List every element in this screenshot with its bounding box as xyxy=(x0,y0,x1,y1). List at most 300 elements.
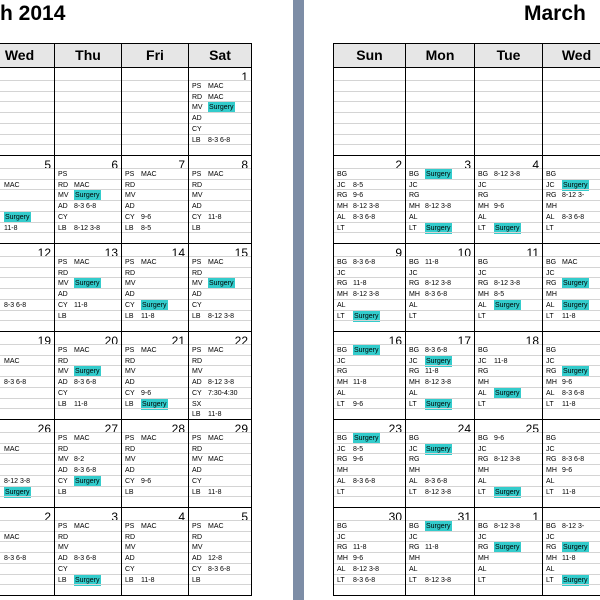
staff-code: BG xyxy=(337,171,348,178)
day-cell[interactable] xyxy=(0,508,55,595)
staff-code: AL xyxy=(478,389,487,397)
staff-code: MV xyxy=(58,192,69,200)
staff-code: MV xyxy=(125,544,136,552)
shift-text: 8-5 xyxy=(494,291,505,299)
day-cell[interactable] xyxy=(543,508,600,595)
schedule-line xyxy=(55,310,121,321)
staff-code: LT xyxy=(409,488,417,496)
schedule-line xyxy=(189,486,251,497)
schedule-line xyxy=(0,496,54,507)
schedule-line xyxy=(122,365,188,376)
staff-code: BG xyxy=(546,347,557,354)
staff-code: MH xyxy=(478,555,489,563)
shift-text: 11-8 xyxy=(425,368,439,376)
staff-code: BG xyxy=(409,523,420,530)
schedule-line xyxy=(189,344,251,355)
schedule-line xyxy=(55,365,121,376)
day-cell[interactable] xyxy=(475,420,543,507)
staff-code: AD xyxy=(125,291,135,299)
schedule-line xyxy=(406,101,474,112)
schedule-line xyxy=(334,531,405,542)
schedule-line xyxy=(475,496,542,507)
day-cell[interactable] xyxy=(475,508,543,595)
weekday-header: Tue xyxy=(475,44,543,67)
surgery-highlight: Surgery xyxy=(142,301,167,309)
staff-code: LB xyxy=(125,576,134,584)
schedule-line xyxy=(475,475,542,486)
staff-code: MV xyxy=(58,456,69,464)
day-cell[interactable] xyxy=(334,68,406,155)
page-gutter xyxy=(293,0,304,600)
staff-code: AD xyxy=(192,555,202,563)
day-number: 26 xyxy=(37,422,51,436)
shift-text: 8-12 3-8 xyxy=(208,312,235,320)
shift-text: MAC xyxy=(208,435,224,442)
schedule-line xyxy=(55,531,121,542)
staff-code: MV xyxy=(192,456,203,464)
weekday-header: Sun xyxy=(334,44,406,67)
schedule-line xyxy=(475,277,542,288)
schedule-line xyxy=(0,365,54,376)
schedule-line xyxy=(334,299,405,310)
staff-code: PS xyxy=(125,435,135,442)
day-cell[interactable] xyxy=(55,156,122,243)
staff-code: MV xyxy=(192,192,203,200)
day-cell[interactable] xyxy=(543,332,600,419)
day-cell[interactable] xyxy=(55,420,122,507)
day-cell[interactable] xyxy=(122,244,189,331)
staff-code: CY xyxy=(192,213,202,221)
schedule-line xyxy=(406,443,474,454)
day-cell[interactable] xyxy=(543,68,600,155)
staff-code: AD xyxy=(58,203,68,211)
schedule-line xyxy=(334,398,405,409)
day-cell[interactable] xyxy=(543,420,600,507)
schedule-line xyxy=(0,453,54,464)
schedule-line xyxy=(0,443,54,454)
schedule-line xyxy=(406,486,474,497)
shift-text: 9-6 xyxy=(141,389,152,397)
shift-text: 11-8 xyxy=(74,400,88,408)
schedule-line xyxy=(475,200,542,211)
day-number: 13 xyxy=(104,246,118,260)
schedule-line xyxy=(543,134,600,145)
day-cell[interactable] xyxy=(406,156,475,243)
day-cell[interactable] xyxy=(475,68,543,155)
staff-code: MH xyxy=(546,379,557,387)
staff-code: MH xyxy=(409,291,420,299)
schedule-line xyxy=(406,91,474,102)
shift-text: MAC xyxy=(4,357,20,365)
schedule-line xyxy=(334,211,405,222)
schedule-line xyxy=(406,387,474,398)
schedule-line xyxy=(55,232,121,243)
day-cell[interactable] xyxy=(543,156,600,243)
staff-code: RG xyxy=(546,456,557,464)
schedule-line xyxy=(55,387,121,398)
shift-text: 8-3 6-8 xyxy=(425,291,448,299)
staff-code: LT xyxy=(478,224,486,232)
staff-code: MV xyxy=(192,104,203,112)
day-number: 23 xyxy=(388,422,402,436)
schedule-line xyxy=(189,453,251,464)
day-cell[interactable] xyxy=(189,508,252,595)
schedule-line xyxy=(55,144,121,155)
schedule-line xyxy=(122,344,188,355)
shift-text: 9-6 xyxy=(494,203,505,211)
day-cell[interactable] xyxy=(189,244,252,331)
staff-code: LB xyxy=(125,400,134,408)
shift-text: 8-3 6-8 xyxy=(4,555,27,563)
staff-code: AL xyxy=(546,301,555,309)
day-number: 15 xyxy=(234,246,248,260)
day-number: 12 xyxy=(37,246,51,260)
schedule-line xyxy=(0,232,54,243)
staff-code: CY xyxy=(58,301,68,309)
staff-code: PS xyxy=(192,259,202,266)
schedule-line xyxy=(334,584,405,595)
schedule-line xyxy=(334,464,405,475)
schedule-line xyxy=(543,584,600,595)
schedule-line xyxy=(475,320,542,331)
day-number: 9 xyxy=(395,246,402,260)
schedule-line xyxy=(189,277,251,288)
schedule-line xyxy=(55,320,121,331)
schedule-line xyxy=(406,541,474,552)
day-cell[interactable] xyxy=(0,420,55,507)
shift-text: 8-12 3-8 xyxy=(494,523,521,530)
schedule-line xyxy=(122,267,188,278)
shift-text: 9-6 xyxy=(353,456,364,464)
staff-code: PS xyxy=(58,435,68,442)
day-cell[interactable] xyxy=(55,508,122,595)
staff-code: CY xyxy=(125,565,135,573)
day-cell[interactable] xyxy=(122,332,189,419)
surgery-highlight: Surgery xyxy=(495,301,520,309)
schedule-line xyxy=(406,432,474,443)
staff-code: CY xyxy=(192,301,202,309)
schedule-line xyxy=(189,211,251,222)
day-number: 25 xyxy=(525,422,539,436)
day-cell[interactable] xyxy=(189,332,252,419)
schedule-line xyxy=(543,168,600,179)
staff-code: RG xyxy=(337,368,348,376)
schedule-line xyxy=(475,387,542,398)
day-cell[interactable] xyxy=(406,244,475,331)
staff-code: PS xyxy=(192,435,202,442)
day-cell[interactable] xyxy=(334,244,406,331)
shift-text: MAC xyxy=(74,435,90,442)
schedule-line xyxy=(122,496,188,507)
schedule-line xyxy=(543,189,600,200)
day-cell[interactable] xyxy=(55,332,122,419)
schedule-line xyxy=(475,574,542,585)
schedule-line xyxy=(55,355,121,366)
staff-code: MH xyxy=(337,555,348,563)
schedule-line xyxy=(543,267,600,278)
staff-code: JC xyxy=(478,445,487,453)
day-number: 11 xyxy=(526,246,539,260)
schedule-line xyxy=(189,91,251,102)
day-number: 18 xyxy=(525,334,539,348)
shift-text: 8-12 3-8 xyxy=(494,280,521,288)
schedule-line xyxy=(189,574,251,585)
staff-code: RG xyxy=(409,456,420,464)
schedule-line xyxy=(55,112,121,123)
shift-text: 11-8 xyxy=(562,488,576,496)
staff-code: BG xyxy=(409,435,420,442)
schedule-line xyxy=(475,267,542,278)
schedule-line xyxy=(543,277,600,288)
staff-code: AL xyxy=(337,301,346,309)
day-cell[interactable] xyxy=(406,68,475,155)
day-cell[interactable] xyxy=(334,332,406,419)
staff-code: LT xyxy=(478,312,486,320)
surgery-highlight: Surgery xyxy=(563,368,588,376)
shift-text: 8-3 6-8 xyxy=(562,389,585,397)
schedule-line xyxy=(543,443,600,454)
staff-code: PS xyxy=(192,523,202,530)
schedule-line xyxy=(122,144,188,155)
staff-code: PS xyxy=(125,259,135,266)
staff-code: JC xyxy=(546,445,555,453)
staff-code: LB xyxy=(192,136,201,144)
schedule-line xyxy=(543,365,600,376)
day-cell[interactable] xyxy=(55,68,122,155)
schedule-line xyxy=(189,584,251,595)
day-cell[interactable] xyxy=(406,508,475,595)
schedule-line xyxy=(0,552,54,563)
staff-code: RG xyxy=(409,280,420,288)
day-cell[interactable] xyxy=(475,332,543,419)
staff-code: RD xyxy=(125,181,136,189)
staff-code: MV xyxy=(125,192,136,200)
day-number: 29 xyxy=(234,422,248,436)
day-cell[interactable] xyxy=(0,244,55,331)
shift-text: 8-3 6-8 xyxy=(425,477,448,485)
surgery-highlight: Surgery xyxy=(563,544,588,552)
day-cell[interactable] xyxy=(475,156,543,243)
schedule-line xyxy=(334,123,405,134)
surgery-highlight: Surgery xyxy=(563,280,588,288)
schedule-line xyxy=(334,288,405,299)
schedule-line xyxy=(0,320,54,331)
schedule-line xyxy=(55,91,121,102)
schedule-line xyxy=(543,464,600,475)
schedule-line xyxy=(543,320,600,331)
schedule-line xyxy=(406,134,474,145)
staff-code: RG xyxy=(546,280,557,288)
shift-text: 9-6 xyxy=(494,435,505,442)
staff-code: LT xyxy=(546,400,554,408)
staff-code: MH xyxy=(478,203,489,211)
schedule-line xyxy=(543,211,600,222)
schedule-line xyxy=(543,563,600,574)
day-cell[interactable] xyxy=(543,244,600,331)
staff-code: LT xyxy=(478,576,486,584)
shift-text: 11-8 xyxy=(208,411,222,419)
staff-code: MV xyxy=(192,368,203,376)
schedule-line xyxy=(189,387,251,398)
schedule-line xyxy=(189,200,251,211)
schedule-line xyxy=(55,277,121,288)
schedule-line xyxy=(0,179,54,190)
schedule-line xyxy=(406,200,474,211)
shift-text: 11-8 xyxy=(494,357,508,365)
staff-code: RD xyxy=(58,445,69,453)
staff-code: AL xyxy=(337,389,346,397)
staff-code: PS xyxy=(192,171,202,178)
week-row xyxy=(334,420,600,508)
day-cell[interactable] xyxy=(0,332,55,419)
staff-code: PS xyxy=(58,171,68,178)
schedule-line xyxy=(406,288,474,299)
staff-code: RG xyxy=(478,192,489,200)
day-cell[interactable] xyxy=(55,244,122,331)
staff-code: BG xyxy=(478,435,489,442)
staff-code: AL xyxy=(478,213,487,221)
schedule-line xyxy=(122,91,188,102)
schedule-line xyxy=(55,408,121,419)
staff-code: AL xyxy=(409,389,418,397)
schedule-line xyxy=(122,408,188,419)
schedule-line xyxy=(189,541,251,552)
staff-code: BG xyxy=(546,259,557,266)
staff-code: LT xyxy=(337,488,345,496)
day-cell[interactable] xyxy=(122,68,189,155)
schedule-line xyxy=(122,320,188,331)
schedule-line xyxy=(475,365,542,376)
staff-code: BG xyxy=(337,259,348,266)
schedule-line xyxy=(189,355,251,366)
schedule-line xyxy=(406,80,474,91)
staff-code: AD xyxy=(192,467,202,475)
shift-text: 9-6 xyxy=(562,379,573,387)
schedule-line xyxy=(334,310,405,321)
schedule-line xyxy=(55,584,121,595)
staff-code: AL xyxy=(409,301,418,309)
staff-code: RD xyxy=(125,357,136,365)
weekday-header: Sat xyxy=(189,44,252,67)
staff-code: SX xyxy=(192,400,202,408)
schedule-line xyxy=(55,267,121,278)
schedule-line xyxy=(475,144,542,155)
schedule-line xyxy=(55,344,121,355)
schedule-line xyxy=(475,211,542,222)
staff-code: CY xyxy=(192,477,202,485)
schedule-line xyxy=(475,101,542,112)
staff-code: AD xyxy=(58,291,68,299)
day-cell[interactable] xyxy=(334,508,406,595)
schedule-line xyxy=(0,200,54,211)
day-cell[interactable] xyxy=(475,244,543,331)
day-cell[interactable] xyxy=(122,508,189,595)
schedule-line xyxy=(189,320,251,331)
schedule-line xyxy=(406,365,474,376)
day-cell[interactable] xyxy=(406,332,475,419)
day-cell[interactable] xyxy=(334,420,406,507)
weekday-header: Fri xyxy=(122,44,189,67)
schedule-line xyxy=(334,101,405,112)
schedule-line xyxy=(406,520,474,531)
staff-code: RG xyxy=(478,544,489,552)
schedule-line xyxy=(0,408,54,419)
staff-code: PS xyxy=(192,83,202,90)
day-cell[interactable] xyxy=(189,420,252,507)
schedule-line xyxy=(406,211,474,222)
week-row xyxy=(0,420,252,508)
schedule-line xyxy=(189,232,251,243)
day-cell[interactable] xyxy=(406,420,475,507)
schedule-line xyxy=(55,179,121,190)
schedule-line xyxy=(406,123,474,134)
schedule-line xyxy=(475,189,542,200)
schedule-line xyxy=(543,344,600,355)
staff-code: MH xyxy=(409,555,420,563)
day-cell[interactable] xyxy=(189,68,252,155)
day-number: 16 xyxy=(388,334,402,348)
schedule-line xyxy=(543,123,600,134)
staff-code: AD xyxy=(192,379,202,387)
staff-code: LT xyxy=(337,576,345,584)
schedule-line xyxy=(334,475,405,486)
schedule-line xyxy=(55,80,121,91)
staff-code: RD xyxy=(125,269,136,277)
surgery-highlight: Surgery xyxy=(495,544,520,552)
schedule-line xyxy=(406,222,474,233)
week-row xyxy=(334,156,600,244)
schedule-line xyxy=(55,486,121,497)
schedule-line xyxy=(406,144,474,155)
day-cell[interactable] xyxy=(334,156,406,243)
schedule-line xyxy=(55,475,121,486)
week-row xyxy=(0,332,252,420)
staff-code: AD xyxy=(58,467,68,475)
staff-code: LT xyxy=(546,312,554,320)
shift-text: 8-12 3-8 xyxy=(353,291,380,299)
schedule-line xyxy=(543,574,600,585)
staff-code: AD xyxy=(58,555,68,563)
surgery-highlight: Surgery xyxy=(75,576,100,584)
schedule-line xyxy=(334,541,405,552)
schedule-line xyxy=(406,256,474,267)
schedule-line xyxy=(189,80,251,91)
schedule-line xyxy=(189,112,251,123)
staff-code: MV xyxy=(58,368,69,376)
day-cell[interactable] xyxy=(0,68,55,155)
staff-code: RD xyxy=(192,533,203,541)
day-cell[interactable] xyxy=(122,156,189,243)
staff-code: BG xyxy=(546,435,557,442)
surgery-highlight: Surgery xyxy=(426,357,451,365)
schedule-line xyxy=(475,168,542,179)
day-cell[interactable] xyxy=(122,420,189,507)
schedule-line xyxy=(122,520,188,531)
schedule-line xyxy=(0,531,54,542)
schedule-line xyxy=(543,101,600,112)
schedule-line xyxy=(475,222,542,233)
day-cell[interactable] xyxy=(189,156,252,243)
shift-text: 11-8 xyxy=(353,544,367,552)
shift-text: 8-12 3- xyxy=(562,192,585,200)
staff-code: MV xyxy=(192,544,203,552)
week-row xyxy=(0,68,252,156)
day-cell[interactable] xyxy=(0,156,55,243)
schedule-line xyxy=(406,552,474,563)
schedule-line xyxy=(406,112,474,123)
schedule-line xyxy=(55,398,121,409)
schedule-line xyxy=(0,299,54,310)
